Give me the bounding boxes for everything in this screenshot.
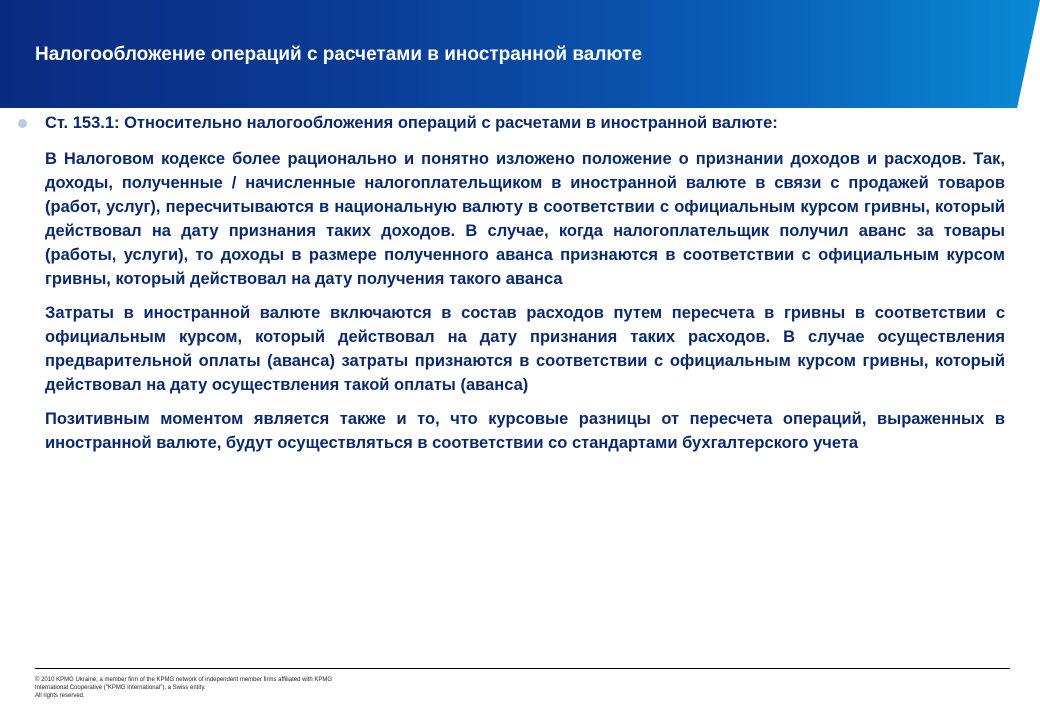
footer-line-3: All rights reserved. [35,693,85,699]
footer-line-1: © 2010 KPMG Ukraine, a member firm of the KPMG network of independent member firms affiliated with KPMG [35,677,333,683]
footer-copyright [35,676,555,700]
paragraph-exchange-differences: Позитивным моментом является также и то, что курсовые разницы от пересчета операций, выраженных в иностранной валюте, будут осуществляться в соответствии со стандартами бухгалтерского учета [45,410,1005,452]
bullet-icon [18,119,27,128]
paragraph-income: В Налоговом кодексе более рационально и понятно изложено положение о признании доходов и расходов. Так, доходы, полученные / начисленные налогоплательщиком в иностранной валюте в связи с продажей товаров (работ, услуг), пересчитываются в национальную валюту в соответствии с официальным курсом гривны, который действовал на дату признания таких доходов. В случае, когда налогоплательщик получил аванс за товары (работы, услуги), то доходы в размере полученного аванса признаются в соответствии с официальным курсом гривны, который действовал на дату получения такого аванса [45,150,1005,288]
slide-body [45,111,1005,465]
footer-divider [35,668,1010,669]
paragraph-expenses: Затраты в иностранной валюте включаются в состав расходов путем пересчета в гривны в соответствии с официальным курсом, который действовал на дату признания таких расходов. В случае осуществления предварительной оплаты (аванса) затраты признаются в соответствии с официальным курсом гривны, который действовал на дату осуществления такой оплаты (аванса) [45,304,1005,394]
lead-paragraph: Ст. 153.1: Относительно налогообложения операций с расчетами в иностранной валюте: [45,114,778,132]
footer-line-2: International Cooperative ("KPMG International"), a Swiss entity. [35,685,206,691]
slide-title: Налогообложение операций с расчетами в иностранной валюте [35,44,643,65]
